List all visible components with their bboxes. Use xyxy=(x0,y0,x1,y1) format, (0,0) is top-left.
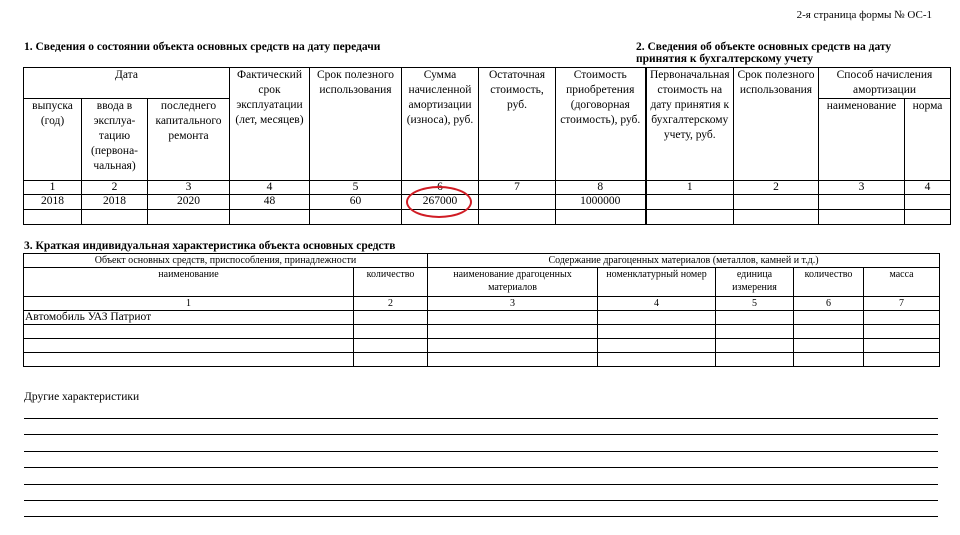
last-repair-cell: 2020 xyxy=(148,195,230,210)
initial-cost-header: Первоначальная стоимость на дату принятия к бухгалтерскому учету, руб. xyxy=(646,68,734,181)
writing-line xyxy=(24,500,938,501)
col-number: 8 xyxy=(556,181,646,195)
object-group-header: Объект основных средств, приспособления, принадлежности xyxy=(24,254,428,268)
method-group-header: Способ начисления амортизации xyxy=(819,68,951,99)
depreciation-header: Сумма начисленной амортизации (износа), руб. xyxy=(402,68,479,181)
writing-line xyxy=(24,467,938,468)
method-name-cell xyxy=(819,195,905,210)
col-number: 3 xyxy=(428,297,598,311)
commissioning-header: ввода в эксплуа-тацию (первона-чальная) xyxy=(82,99,148,181)
norm-cell xyxy=(905,195,951,210)
section1-title: 1. Сведения о состоянии объекта основных средств на дату передачи xyxy=(24,41,381,53)
s2-useful-life-header: Срок полезного использования xyxy=(734,68,819,181)
actual-term-cell: 48 xyxy=(230,195,310,210)
issue-year-cell: 2018 xyxy=(24,195,82,210)
date-group-header: Дата xyxy=(24,68,230,99)
nomenclature-header: номенклатурный номер xyxy=(598,268,716,297)
col-number: 3 xyxy=(819,181,905,195)
method-name-header: наименование xyxy=(819,99,905,181)
object-quantity-header: количество xyxy=(354,268,428,297)
residual-value-cell xyxy=(479,195,556,210)
col-number: 5 xyxy=(716,297,794,311)
actual-term-header: Фактический срок эксплуатации (лет, месяцев) xyxy=(230,68,310,181)
depreciation-cell: 267000 xyxy=(402,195,479,210)
highlight-circle xyxy=(406,186,472,218)
col-number: 2 xyxy=(354,297,428,311)
section3-title: 3. Краткая индивидуальная характеристика объекта основных средств xyxy=(24,240,396,252)
object-name-header: наименование xyxy=(24,268,354,297)
col-number: 3 xyxy=(148,181,230,195)
mass-header: масса xyxy=(864,268,940,297)
item-name-cell: Автомобиль УАЗ Патриот xyxy=(24,311,354,325)
writing-line xyxy=(24,516,938,517)
col-number: 4 xyxy=(230,181,310,195)
section2-title: 2. Сведения об объекте основных средств на дату принятия к бухгалтерскому учету xyxy=(636,41,892,65)
col-number: 7 xyxy=(479,181,556,195)
residual-value-header: Остаточная стоимость, руб. xyxy=(479,68,556,181)
issue-year-header: выпуска (год) xyxy=(24,99,82,181)
writing-line xyxy=(24,434,938,435)
col-number: 5 xyxy=(310,181,402,195)
col-number: 2 xyxy=(82,181,148,195)
writing-line xyxy=(24,451,938,452)
initial-cost-cell xyxy=(646,195,734,210)
s2-useful-life-cell xyxy=(734,195,819,210)
col-number: 4 xyxy=(598,297,716,311)
writing-line xyxy=(24,484,938,485)
writing-line xyxy=(24,418,938,419)
precious-quantity-header: количество xyxy=(794,268,864,297)
acquisition-cost-cell: 1000000 xyxy=(556,195,646,210)
useful-life-cell: 60 xyxy=(310,195,402,210)
col-number: 6 xyxy=(402,181,479,195)
col-number: 1 xyxy=(646,181,734,195)
unit-header: единица измерения xyxy=(716,268,794,297)
norm-header: норма xyxy=(905,99,951,181)
commissioning-cell: 2018 xyxy=(82,195,148,210)
sections-1-2-table xyxy=(23,67,951,225)
section3-table xyxy=(23,253,940,367)
col-number: 1 xyxy=(24,297,354,311)
acquisition-cost-header: Стоимость приобретения (договорная стоимость), руб. xyxy=(556,68,646,181)
col-number: 1 xyxy=(24,181,82,195)
form-page-label: 2-я страница формы № ОС-1 xyxy=(796,9,932,21)
precious-name-header: наименование драгоценных материалов xyxy=(428,268,598,297)
col-number: 6 xyxy=(794,297,864,311)
other-characteristics-label: Другие характеристики xyxy=(24,391,140,403)
useful-life-header: Срок полезного использования xyxy=(310,68,402,181)
last-repair-header: последнего капитального ремонта xyxy=(148,99,230,181)
col-number: 2 xyxy=(734,181,819,195)
col-number: 4 xyxy=(905,181,951,195)
col-number: 7 xyxy=(864,297,940,311)
precious-group-header: Содержание драгоценных материалов (металлов, камней и т.д.) xyxy=(428,254,940,268)
